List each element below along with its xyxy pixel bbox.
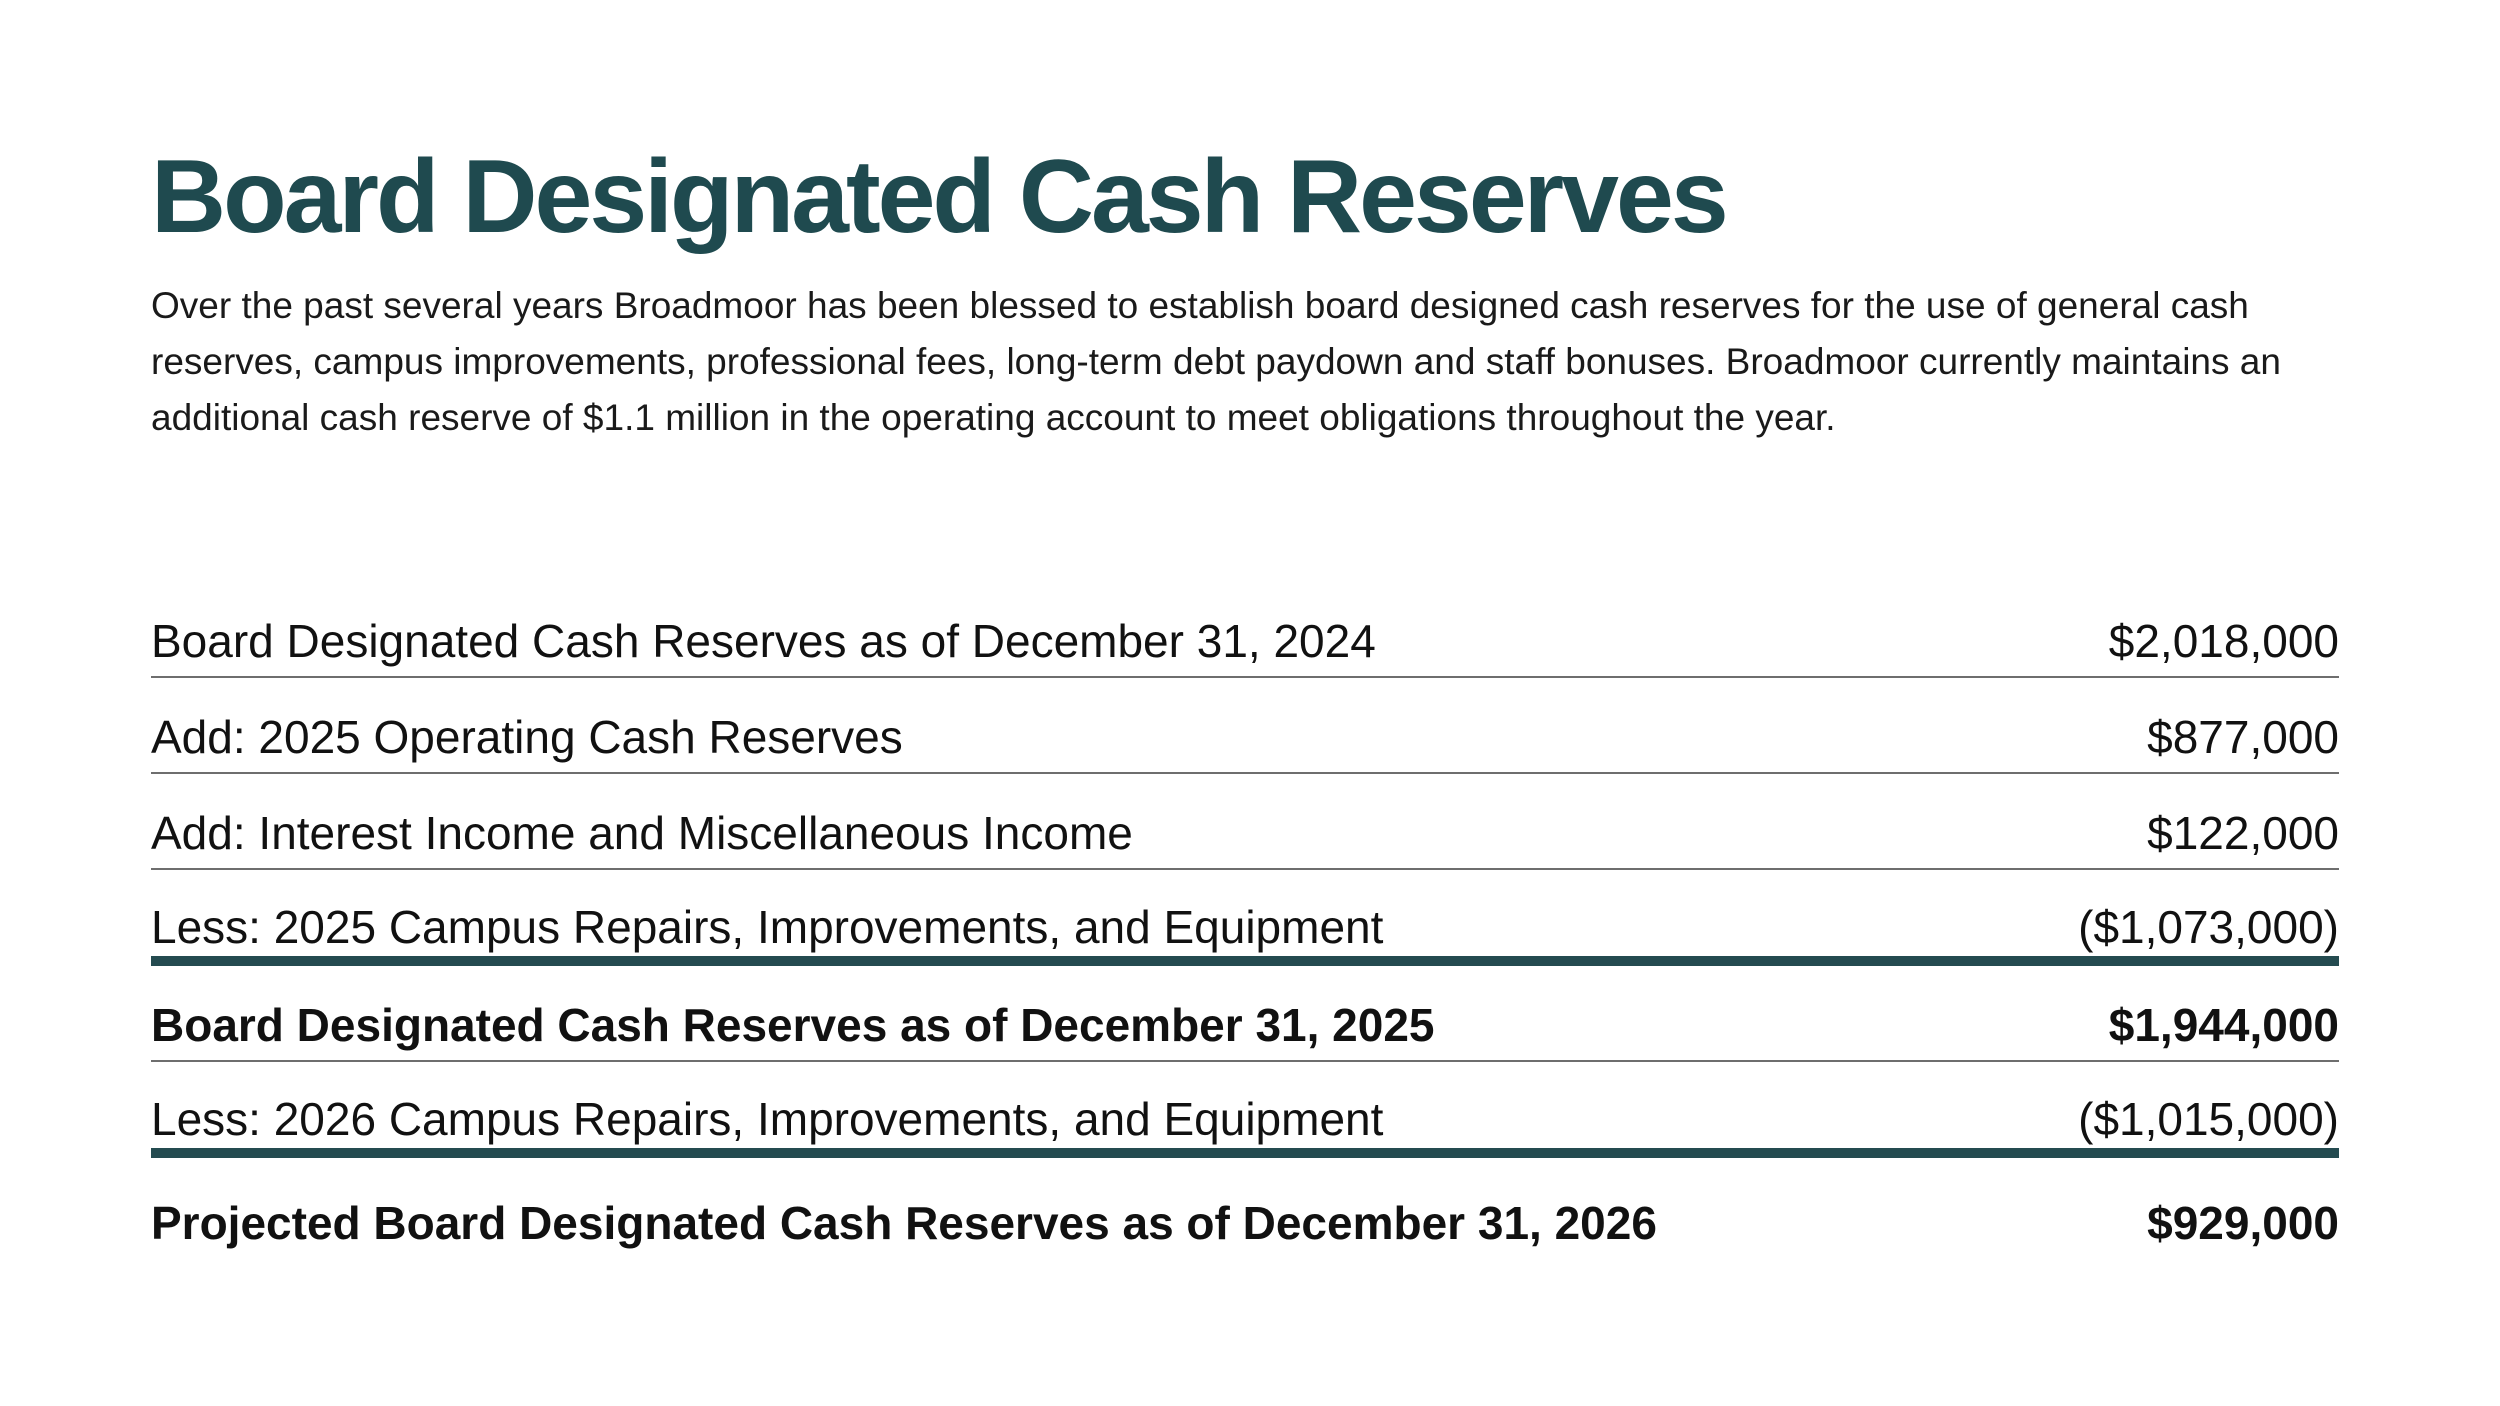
row-label: Add: 2025 Operating Cash Reserves — [151, 711, 903, 763]
row-value: $122,000 — [2147, 807, 2339, 859]
row-value: ($1,073,000) — [2078, 901, 2339, 953]
table-row-reserves-2024 — [151, 582, 2339, 678]
table-row-campus-repairs-2025 — [151, 870, 2339, 966]
row-label: Board Designated Cash Reserves as of December 31, 2024 — [151, 615, 1376, 667]
table-row-interest-income — [151, 774, 2339, 870]
reserves-table — [151, 582, 2339, 1258]
row-value: $929,000 — [2147, 1197, 2339, 1249]
row-value: $2,018,000 — [2108, 615, 2339, 667]
row-value: ($1,015,000) — [2078, 1093, 2339, 1145]
table-row-campus-repairs-2026 — [151, 1062, 2339, 1158]
table-row-projected-reserves-2026 — [151, 1158, 2339, 1258]
page-title: Board Designated Cash Reserves — [151, 139, 1726, 255]
row-label: Projected Board Designated Cash Reserves as of December 31, 2026 — [151, 1197, 1657, 1249]
row-label: Less: 2026 Campus Repairs, Improvements, and Equipment — [151, 1093, 1384, 1145]
row-label: Less: 2025 Campus Repairs, Improvements, and Equipment — [151, 901, 1384, 953]
row-label: Add: Interest Income and Miscellaneous Income — [151, 807, 1133, 859]
row-value: $877,000 — [2147, 711, 2339, 763]
row-label: Board Designated Cash Reserves as of December 31, 2025 — [151, 999, 1435, 1051]
table-row-reserves-2025-subtotal — [151, 966, 2339, 1062]
row-value: $1,944,000 — [2108, 999, 2339, 1051]
table-row-operating-reserves-2025 — [151, 678, 2339, 774]
intro-paragraph: Over the past several years Broadmoor has been blessed to establish board designed cash reserves for the use of general cash reserves, campus improvements, professional fees, long-term debt paydown and staff bonuses. Broadmoor currently maintains an additional cash reserve of $1.1 million in the operating account to meet obligations throughout the year. — [151, 285, 2281, 438]
